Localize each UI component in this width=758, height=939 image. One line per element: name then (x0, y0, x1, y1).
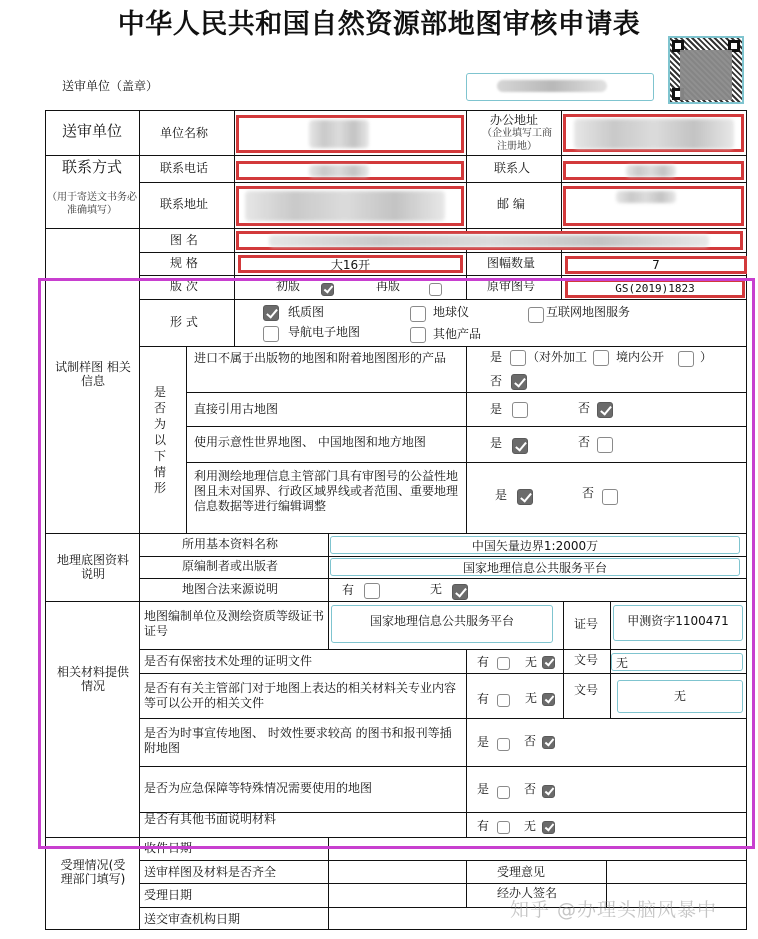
base-map-section-label: 地理底图资料说明 (56, 553, 129, 581)
grid-line (139, 649, 747, 650)
question-schematic-no-label: 否 (578, 435, 591, 449)
grid-line (234, 278, 235, 346)
form-paper-label: 纸质图 (288, 305, 325, 319)
other-materials-label: 是否有其他书面说明材料 (144, 812, 277, 826)
original-author-label: 原编制者或出版者 (182, 559, 279, 573)
grid-line (139, 883, 747, 884)
grid-line (139, 718, 747, 719)
grid-line (328, 533, 329, 601)
emergency-no-label: 否 (524, 782, 537, 796)
form-globe-checkbox[interactable] (410, 306, 426, 322)
confidential-no-checkbox[interactable] (542, 656, 555, 669)
confidential-label: 是否有保密技术处理的证明文件 (144, 654, 313, 668)
qr-code-icon (668, 36, 744, 104)
redacted-text (497, 80, 607, 92)
public-docs-doc-no-input[interactable] (617, 680, 743, 713)
question-public-map-text: 利用测绘地理信息主管部门具有审图号的公益性地图且未对国界、行政区域界线或者范围、重要地理信息数据等进行编辑调整 (194, 469, 459, 513)
redacted-text (616, 191, 676, 203)
qr-mask (680, 50, 732, 100)
confidential-yes-label: 有 (477, 655, 490, 669)
orig-approval-input[interactable] (565, 279, 745, 298)
grid-line (45, 533, 747, 534)
send-date-label: 送交审查机构日期 (144, 912, 241, 926)
grid-line (186, 462, 747, 463)
emergency-yes-label: 是 (477, 782, 490, 796)
grid-line (139, 275, 747, 276)
question-import-domestic-label: 境内公开 (616, 350, 665, 364)
edition-first-checkbox[interactable] (321, 283, 334, 296)
grid-line (186, 346, 187, 533)
cert-no-label: 证号 (574, 617, 599, 631)
applicant-section-label: 送审单位 (62, 122, 123, 140)
office-address-label: 办公地址 (490, 113, 539, 127)
confidential-doc-no-label: 文号 (574, 653, 599, 667)
sheet-count-value: 7 (652, 258, 660, 272)
current-affairs-no-checkbox[interactable] (542, 736, 555, 749)
question-public-map-yes-checkbox[interactable] (517, 489, 533, 505)
mail-address-label: 联系地址 (160, 197, 209, 211)
receive-date-label: 收件日期 (144, 841, 193, 855)
question-ancient-yes-checkbox[interactable] (512, 402, 528, 418)
question-schematic-text: 使用示意性世界地图、 中国地图和地方地图 (194, 435, 426, 449)
basic-material-label: 所用基本资料名称 (182, 537, 279, 551)
complete-label: 送审样图及材料是否齐全 (144, 865, 277, 879)
question-public-map-no-checkbox[interactable] (602, 489, 618, 505)
question-ancient-no-checkbox[interactable] (597, 402, 613, 418)
legal-source-yes-label: 有 (342, 583, 355, 597)
basic-material-value: 中国矢量边界1:2000万 (471, 538, 599, 553)
question-schematic-yes-checkbox[interactable] (512, 438, 528, 454)
grid-line (139, 673, 747, 674)
public-docs-no-label: 无 (525, 691, 538, 705)
grid-line (139, 182, 747, 183)
confidential-no-label: 无 (525, 655, 538, 669)
original-author-input[interactable] (330, 558, 740, 576)
sample-info-section-label: 试制样图 相关信息 (55, 360, 131, 388)
redacted-text (245, 191, 445, 221)
question-ancient-no-label: 否 (578, 401, 591, 415)
spec-input[interactable] (238, 255, 463, 273)
emergency-no-checkbox[interactable] (542, 785, 555, 798)
handler-sign-label: 经办人签名 (497, 886, 558, 900)
public-docs-doc-no-value: 无 (673, 689, 686, 703)
mail-address-input[interactable] (236, 186, 464, 226)
compiler-label: 地图编制单位及测绘资质等级证书证号 (144, 609, 325, 638)
question-ancient-text: 直接引用古地图 (194, 402, 279, 416)
form-other-checkbox[interactable] (410, 327, 426, 343)
grid-line (466, 346, 467, 533)
postcode-label: 邮 编 (497, 197, 525, 211)
grid-line (328, 601, 329, 649)
phone-input[interactable] (236, 161, 464, 180)
grid-line (466, 278, 467, 300)
question-import-yes-checkbox[interactable] (510, 350, 526, 366)
other-materials-no-label: 无 (524, 819, 537, 833)
question-import-yes-label: 是 (490, 350, 503, 364)
question-public-map-yes-label: 是 (495, 488, 508, 502)
unit-name-label: 单位名称 (160, 126, 209, 140)
contact-person-input[interactable] (563, 161, 744, 180)
edition-re-label: 再版 (376, 279, 401, 293)
form-title: 中华人民共和国自然资源部地图审核申请表 (117, 9, 641, 40)
emergency-label: 是否为应急保障等特殊情况需要使用的地图 (144, 781, 373, 795)
phone-label: 联系电话 (160, 161, 209, 175)
public-docs-no-checkbox[interactable] (542, 693, 555, 706)
cert-no-value: 甲测资字1100471 (627, 614, 729, 628)
grid-line (186, 426, 747, 427)
stamp-input[interactable] (466, 73, 654, 101)
other-materials-yes-label: 有 (477, 819, 490, 833)
grid-line (139, 110, 140, 930)
grid-line (139, 578, 747, 579)
public-docs-yes-checkbox[interactable] (497, 694, 510, 707)
sheet-count-label: 图幅数量 (487, 256, 536, 270)
contact-section-note: （用于寄送文书务必准确填写） (47, 192, 137, 216)
emergency-yes-checkbox[interactable] (497, 786, 510, 799)
acceptance-section-label: 受理情况(受理部门填写) (60, 858, 126, 886)
question-import-extra-close: ） (700, 350, 713, 364)
question-import-domestic-checkbox[interactable] (678, 351, 694, 367)
unit-name-input[interactable] (236, 115, 464, 153)
question-schematic-no-checkbox[interactable] (597, 437, 613, 453)
office-address-note: （企业填写工商注册地） (482, 128, 552, 152)
legal-source-label: 地图合法来源说明 (182, 582, 279, 596)
contact-person-label: 联系人 (494, 161, 531, 175)
grid-line (139, 252, 747, 253)
grid-line (45, 155, 747, 156)
question-ancient-yes-label: 是 (490, 402, 503, 416)
spec-value: 大16开 (330, 257, 371, 272)
legal-source-no-label: 无 (430, 582, 443, 596)
grid-line (561, 110, 562, 300)
grid-line (186, 392, 747, 393)
redacted-text (574, 119, 734, 149)
grid-line (139, 766, 747, 767)
spec-label: 规 格 (170, 256, 198, 270)
redacted-text (269, 235, 709, 247)
sheet-count-input[interactable] (565, 256, 747, 274)
redacted-text (309, 165, 369, 177)
grid-line (466, 649, 467, 837)
form-navigation-checkbox[interactable] (263, 326, 279, 342)
redacted-text (309, 120, 369, 148)
office-address-input[interactable] (563, 114, 744, 152)
current-affairs-label: 是否为时事宣传地图、 时效性要求较高 的图书和报刊等插附地图 (144, 726, 452, 755)
orig-approval-label: 原审图号 (487, 279, 536, 293)
question-import-no-label: 否 (490, 374, 503, 388)
form-other-label: 其他产品 (433, 327, 482, 341)
accept-date-label: 受理日期 (144, 888, 193, 902)
question-import-processing-checkbox[interactable] (593, 350, 609, 366)
compiler-input[interactable] (331, 605, 553, 643)
map-name-input[interactable] (236, 231, 743, 250)
grid-line (45, 601, 747, 602)
current-affairs-yes-checkbox[interactable] (497, 738, 510, 751)
confidential-doc-no-input[interactable] (611, 653, 743, 671)
public-docs-doc-no-label: 文号 (574, 683, 599, 697)
current-affairs-yes-label: 是 (477, 735, 490, 749)
form-internet-checkbox[interactable] (528, 307, 544, 323)
edition-re-checkbox[interactable] (429, 283, 442, 296)
watermark: 知乎 @办理头脑风暴中 (510, 899, 718, 921)
cert-no-input[interactable] (613, 605, 743, 641)
public-docs-yes-label: 有 (477, 692, 490, 706)
form-paper-checkbox[interactable] (263, 305, 279, 321)
map-name-label: 图 名 (170, 233, 198, 247)
current-affairs-no-label: 否 (524, 734, 537, 748)
grid-line (139, 860, 747, 861)
orig-approval-value: GS(2019)1823 (615, 282, 695, 295)
other-materials-no-checkbox[interactable] (542, 821, 555, 834)
redacted-text (626, 165, 676, 177)
question-import-no-checkbox[interactable] (511, 374, 527, 390)
grid-line (45, 228, 747, 229)
grid-line (45, 837, 747, 838)
original-author-value: 国家地理信息公共服务平台 (462, 560, 607, 575)
compiler-value: 国家地理信息公共服务平台 (369, 614, 514, 628)
question-schematic-yes-label: 是 (490, 436, 503, 450)
form-globe-label: 地球仪 (433, 305, 470, 319)
submit-unit-stamp-label: 送审单位（盖章） (62, 79, 159, 93)
grid-line (139, 346, 747, 347)
basic-material-input[interactable] (330, 536, 740, 554)
form-internet-label: 互联网地图服务 (546, 305, 631, 319)
edition-first-label: 初版 (276, 279, 301, 293)
edition-label: 版 次 (170, 279, 198, 293)
situation-vertical-label: 是否为以下情形 (153, 385, 166, 495)
confidential-yes-checkbox[interactable] (497, 657, 510, 670)
form-navigation-label: 导航电子地图 (288, 325, 361, 339)
postcode-input[interactable] (563, 186, 744, 226)
grid-line (563, 601, 564, 718)
opinion-label: 受理意见 (497, 865, 546, 879)
legal-source-yes-checkbox[interactable] (364, 583, 380, 599)
materials-section-label: 相关材料提供情况 (56, 665, 129, 693)
confidential-doc-no-value: 无 (616, 655, 629, 670)
form-label: 形 式 (170, 315, 198, 329)
contact-section-label: 联系方式 (62, 158, 123, 176)
grid-line (139, 556, 747, 557)
question-import-text: 进口不属于出版物的地图和附着地图图形的产品 (194, 351, 447, 365)
other-materials-yes-checkbox[interactable] (497, 821, 510, 834)
question-public-map-no-label: 否 (582, 486, 595, 500)
question-import-extra-open: （对外加工 (527, 350, 588, 364)
grid-line (139, 299, 747, 300)
public-docs-label: 是否有有关主管部门对于地图上表达的相关材料关专业内容等可以公开的相关文件 (144, 681, 457, 710)
legal-source-no-checkbox[interactable] (452, 584, 468, 600)
